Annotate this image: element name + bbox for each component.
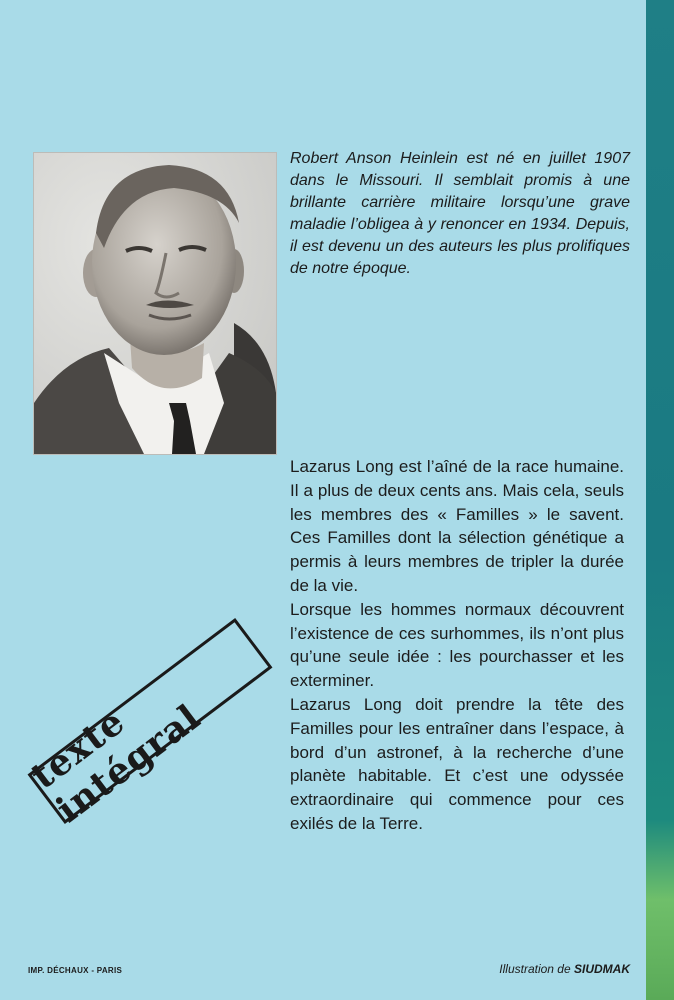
synopsis-paragraph: Lorsque les hommes normaux découvrent l’existence de ces surhommes, ils n’ont plus qu’une seule idée : les pourchasser et les exterminer. xyxy=(290,599,624,691)
synopsis-paragraph: Lazarus Long est l’aîné de la race humaine. Il a plus de deux cents ans. Mais cela, seuls les membres des « Familles » le savent. Ces Familles dont la sélection génétique a permis à leurs membres de tripler la durée de la vie. xyxy=(290,457,624,595)
author-biography: Robert Anson Heinlein est né en juillet 1907 dans le Missouri. Il semblait promis à une brillante carrière militaire lorsqu’une grave maladie l’obligea à y renoncer en 1934. Depuis, il est devenu un des auteurs les plus prolifiques de notre époque. xyxy=(290,150,630,277)
illustration-credit xyxy=(440,962,630,976)
book-synopsis xyxy=(290,455,624,836)
synopsis-paragraph: Lazarus Long doit prendre la tête des Familles pour les entraîner dans l’espace, à bord d’un astronef, à la recherche d’une planète habitable. Et c’est une odyssée extraordinaire qui commence pour ces exilés de la Terre. xyxy=(290,694,624,833)
book-spine-edge xyxy=(646,0,674,1000)
credit-illustrator: SIUDMAK xyxy=(574,962,630,976)
credit-prefix: Illustration de xyxy=(499,962,571,976)
author-portrait xyxy=(33,152,277,455)
texte-integral-stamp xyxy=(23,618,273,831)
stamp-label: texte intégral xyxy=(23,696,209,831)
printer-imprint: IMP. DÉCHAUX - PARIS xyxy=(28,966,123,975)
